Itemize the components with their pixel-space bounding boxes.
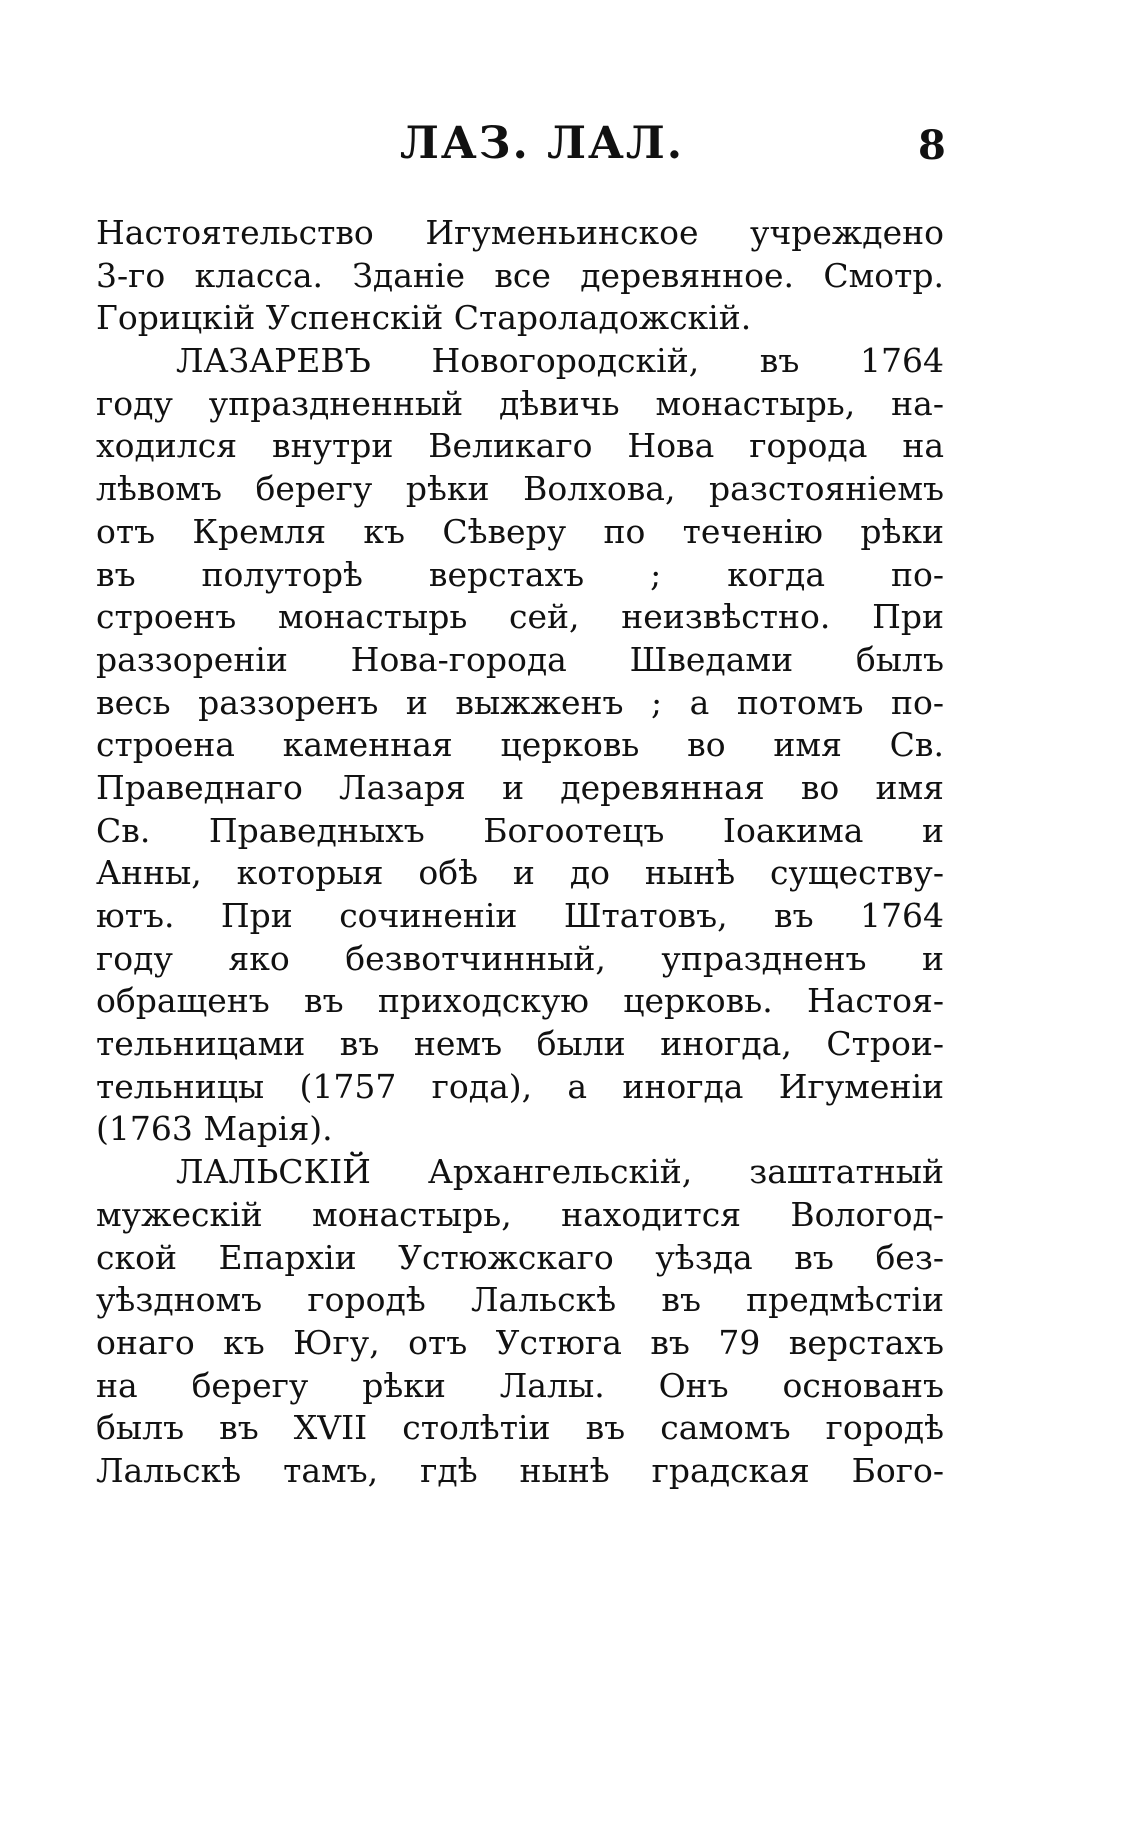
text-line: лѣвомъ берегу рѣки Волхова, разстояніемъ — [96, 469, 944, 509]
text-line: раззореніи Нова-города Шведами былъ — [96, 639, 944, 679]
text-line: (1763 Марія). — [96, 1109, 333, 1149]
page-number: 8 — [918, 122, 946, 169]
text-line: Настоятельство Игуменьинское учреждено — [96, 213, 944, 252]
entry-heading-line: ЛАЛЬСКІЙ Архангельскій, заштатный — [176, 1152, 944, 1192]
text-line: отъ Кремля къ Сѣверу по теченію рѣки — [96, 511, 944, 551]
text-line: Лальскѣ тамъ, гдѣ нынѣ градская Бого- — [96, 1450, 944, 1490]
text-line: году упраздненный дѣвичь монастырь, на- — [96, 383, 944, 423]
text-line: Праведнаго Лазаря и деревянная во имя — [96, 767, 944, 807]
text-line: ходился внутри Великаго Нова города на — [96, 426, 944, 466]
text-line: 3-го класса. Зданіе все деревянное. Смотр. — [96, 255, 944, 295]
body-text — [96, 212, 944, 1493]
text-line: строена каменная церковь во имя Св. — [96, 725, 944, 765]
text-line: весь раззоренъ и выжженъ ; а потомъ по- — [96, 682, 944, 722]
text-line: ской Епархіи Устюжскаго уѣзда въ без- — [96, 1237, 944, 1277]
page-header — [0, 118, 1140, 178]
text-line: году яко безвотчинный, упраздненъ и — [96, 938, 944, 978]
text-line: обращенъ въ приходскую церковь. Настоя- — [96, 981, 944, 1021]
text-line: строенъ монастырь сей, неизвѣстно. При — [96, 597, 944, 637]
text-line: ютъ. При сочиненіи Штатовъ, въ 1764 — [96, 896, 944, 935]
text-line: Св. Праведныхъ Богоотецъ Іоакима и — [96, 810, 944, 850]
text-line: Анны, которыя обѣ и до нынѣ существу- — [96, 853, 944, 893]
text-line: тельницы (1757 года), а иногда Игуменіи — [96, 1066, 944, 1106]
text-line: уѣздномъ городѣ Лальскѣ въ предмѣстіи — [96, 1280, 944, 1320]
text-line: Горицкій Успенскій Староладожскій. — [96, 298, 752, 338]
text-line: на берегу рѣки Лалы. Онъ основанъ — [96, 1365, 944, 1405]
text-line: тельницами въ немъ были иногда, Строи- — [96, 1024, 944, 1064]
text-line: въ полуторѣ верстахъ ; когда по- — [96, 554, 944, 594]
text-line: онаго къ Югу, отъ Устюга въ 79 верстахъ — [96, 1322, 944, 1362]
text-line: былъ въ XVII столѣтіи въ самомъ городѣ — [96, 1408, 944, 1448]
text-line: мужескій монастырь, находится Вологод- — [96, 1194, 944, 1234]
entry-heading-line: ЛАЗАРЕВЪ Новогородскій, въ 1764 — [176, 341, 944, 381]
running-head: ЛАЗ. ЛАЛ. — [400, 118, 685, 169]
